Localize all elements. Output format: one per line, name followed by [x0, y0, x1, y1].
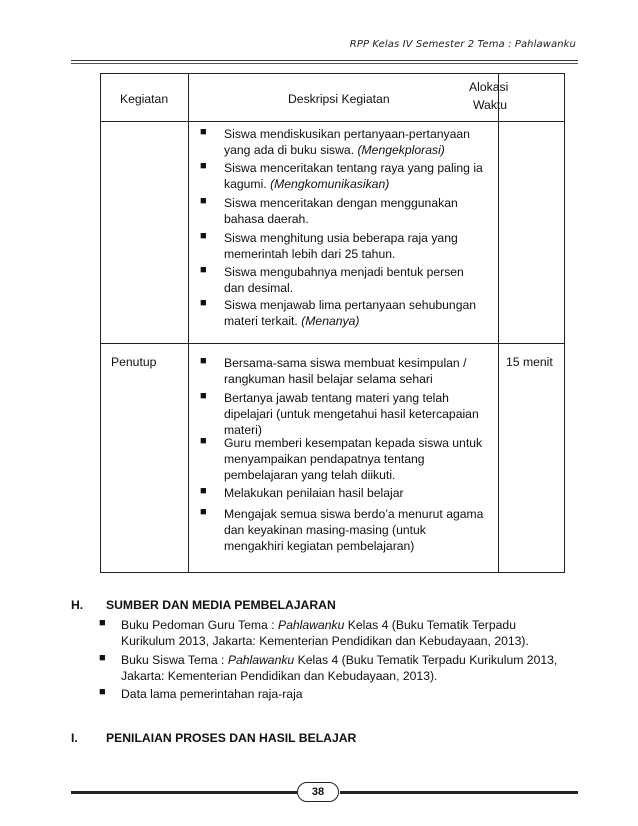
table-border-top — [100, 73, 565, 74]
col-header-alokasi: Alokasi — [469, 80, 509, 94]
bullet-square-icon: ■ — [200, 435, 207, 447]
section-title: PENILAIAN PROSES DAN HASIL BELAJAR — [106, 731, 357, 745]
bullet-text: Guru memberi kesempatan kepada siswa untuk menyampaikan pendapatnya tentang pembelajaran yang telah diikuti. — [224, 436, 483, 482]
bullet-text: Siswa menceritakan tentang raya yang paling ia kagumi. — [224, 161, 483, 191]
bullet-square-icon: ■ — [99, 617, 106, 629]
bullet-square-icon: ■ — [200, 355, 207, 367]
table-col-divider-2 — [498, 73, 499, 573]
row-label-penutup: Penutup — [111, 355, 157, 369]
source-italic: Pahlawanku — [227, 653, 295, 667]
table-border-right — [564, 73, 565, 573]
source-text: Buku Pedoman Guru Tema : — [121, 618, 278, 632]
source-text-rest: Kelas 4 (Buku Tematik Terpadu Kurikulum 2013, Jakarta: Kementerian Pendidikan dan Kebudayaan, 2013). — [121, 618, 529, 648]
section-heading-i — [71, 731, 551, 747]
source-text: Buku Siswa Tema : — [121, 653, 228, 667]
bullet-square-icon: ■ — [99, 686, 106, 698]
header-rule — [71, 60, 578, 61]
bullet-text: Siswa menjawab lima pertanyaan sehubungan materi terkait. — [224, 298, 477, 328]
bullet-italic: (Menanya) — [301, 314, 360, 328]
bullet-square-icon: ■ — [99, 652, 106, 664]
bullet-square-icon: ■ — [200, 195, 207, 207]
bullet-text: Siswa mengubahnya menjadi bentuk persen dan desimal. — [224, 265, 464, 295]
footer-rule-right — [340, 791, 578, 794]
col-header-waktu: Waktu — [473, 98, 508, 112]
bullet-square-icon: ■ — [200, 506, 207, 518]
bullet-italic: (Mengekplorasi) — [357, 143, 445, 157]
bullet-text: Siswa menceritakan dengan menggunakan bahasa daerah. — [224, 196, 458, 226]
bullet-square-icon: ■ — [200, 230, 207, 242]
table-row-divider — [100, 343, 565, 344]
bullet-text: Siswa mendiskusikan pertanyaan-pertanyaan yang ada di buku siswa. — [224, 127, 470, 157]
bullet-text: Siswa menghitung usia beberapa raja yang memerintah lebih dari 25 tahun. — [224, 231, 458, 261]
table-border-bottom — [100, 572, 565, 573]
bullet-text: Mengajak semua siswa berdo’a menurut agama dan keyakinan masing-masing (untuk mengakhiri kegiatan pembelajaran) — [224, 507, 484, 553]
running-header: RPP Kelas IV Semester 2 Tema : Pahlawanku — [349, 39, 576, 50]
table-border-left — [100, 73, 101, 573]
page-number: 38 — [297, 782, 339, 802]
table-col-divider-1 — [188, 73, 189, 573]
col-header-kegiatan: Kegiatan — [120, 92, 169, 106]
section-title: SUMBER DAN MEDIA PEMBELAJARAN — [106, 598, 336, 612]
source-text-rest: Kelas 4 (Buku Tematik Terpadu Kurikulum 2013, Jakarta: Kementerian Pendidikan dan Kebudayaan, 2013). — [121, 653, 558, 683]
bullet-square-icon: ■ — [200, 160, 207, 172]
col-header-deskripsi: Deskripsi Kegiatan — [288, 92, 390, 106]
header-rule-thin — [71, 63, 578, 64]
bullet-square-icon: ■ — [200, 390, 207, 402]
section-heading-h — [71, 598, 551, 614]
bullet-italic: (Mengkomunikasikan) — [270, 177, 390, 191]
footer-rule-left — [71, 791, 297, 794]
bullet-text: Melakukan penilaian hasil belajar — [224, 486, 404, 500]
section-number: I. — [71, 731, 78, 745]
bullet-square-icon: ■ — [200, 485, 207, 497]
activity-table — [100, 73, 565, 573]
table-header-divider — [100, 121, 565, 122]
bullet-square-icon: ■ — [200, 126, 207, 138]
bullet-square-icon: ■ — [200, 264, 207, 276]
bullet-square-icon: ■ — [200, 297, 207, 309]
section-number: H. — [71, 598, 84, 612]
source-italic: Pahlawanku — [277, 618, 345, 632]
bullet-text: Bersama-sama siswa membuat kesimpulan / rangkuman hasil belajar selama sehari — [224, 356, 467, 386]
row-alokasi-value: 15 menit — [506, 355, 553, 369]
source-text: Data lama pemerintahan raja-raja — [121, 687, 303, 701]
bullet-text: Bertanya jawab tentang materi yang telah dipelajari (untuk mengetahui hasil ketercapaian materi) — [224, 391, 479, 437]
